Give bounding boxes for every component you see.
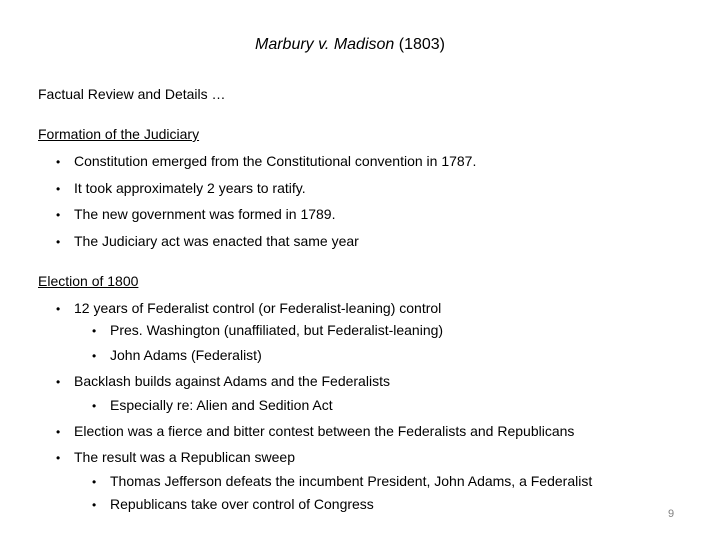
bullet-icon: • — [92, 324, 97, 338]
list-item-sub: • Pres. Washington (unaffiliated, but Federalist-leaning) — [92, 322, 444, 338]
list-item: • Backlash builds against Adams and the Federalists — [56, 373, 390, 389]
bullet-icon: • — [92, 399, 97, 413]
bullet-icon: • — [56, 302, 61, 316]
case-name: Marbury v. Madison — [254, 36, 395, 53]
list-item: • The new government was formed in 1789. — [56, 206, 336, 222]
list-item: • The Judiciary act was enacted that same year — [56, 233, 359, 249]
bullet-icon: • — [56, 155, 61, 169]
list-item: • Election was a fierce and bitter contest between the Federalists and Republicans — [56, 423, 575, 439]
bullet-icon: • — [56, 208, 61, 222]
list-item: • The result was a Republican sweep — [56, 449, 296, 465]
bullet-icon: • — [56, 182, 61, 196]
list-item-sub: • Republicans take over control of Congress — [92, 496, 374, 512]
section-heading-election: Election of 1800 — [38, 273, 139, 289]
page-number: 9 — [668, 508, 675, 520]
bullet-icon: • — [56, 375, 61, 389]
list-item-sub: • John Adams (Federalist) — [92, 347, 262, 363]
bullet-icon: • — [56, 425, 61, 439]
bullet-icon: • — [92, 498, 97, 512]
section-heading-judiciary: Formation of the Judiciary — [38, 126, 200, 142]
case-year: (1803) — [398, 36, 445, 53]
list-item: • Constitution emerged from the Constitutional convention in 1787. — [56, 153, 477, 169]
list-item: • It took approximately 2 years to ratify. — [56, 180, 306, 196]
bullet-icon: • — [92, 349, 97, 363]
bullet-icon: • — [56, 235, 61, 249]
list-item-sub: • Thomas Jefferson defeats the incumbent President, John Adams, a Federalist — [92, 473, 593, 489]
bullet-icon: • — [56, 451, 61, 465]
list-item-sub: • Especially re: Alien and Sedition Act — [92, 397, 333, 413]
bullet-icon: • — [92, 475, 97, 489]
subtitle: Factual Review and Details … — [38, 86, 226, 102]
slide-title — [0, 36, 700, 54]
list-item: • 12 years of Federalist control (or Federalist-leaning) control — [56, 300, 442, 316]
